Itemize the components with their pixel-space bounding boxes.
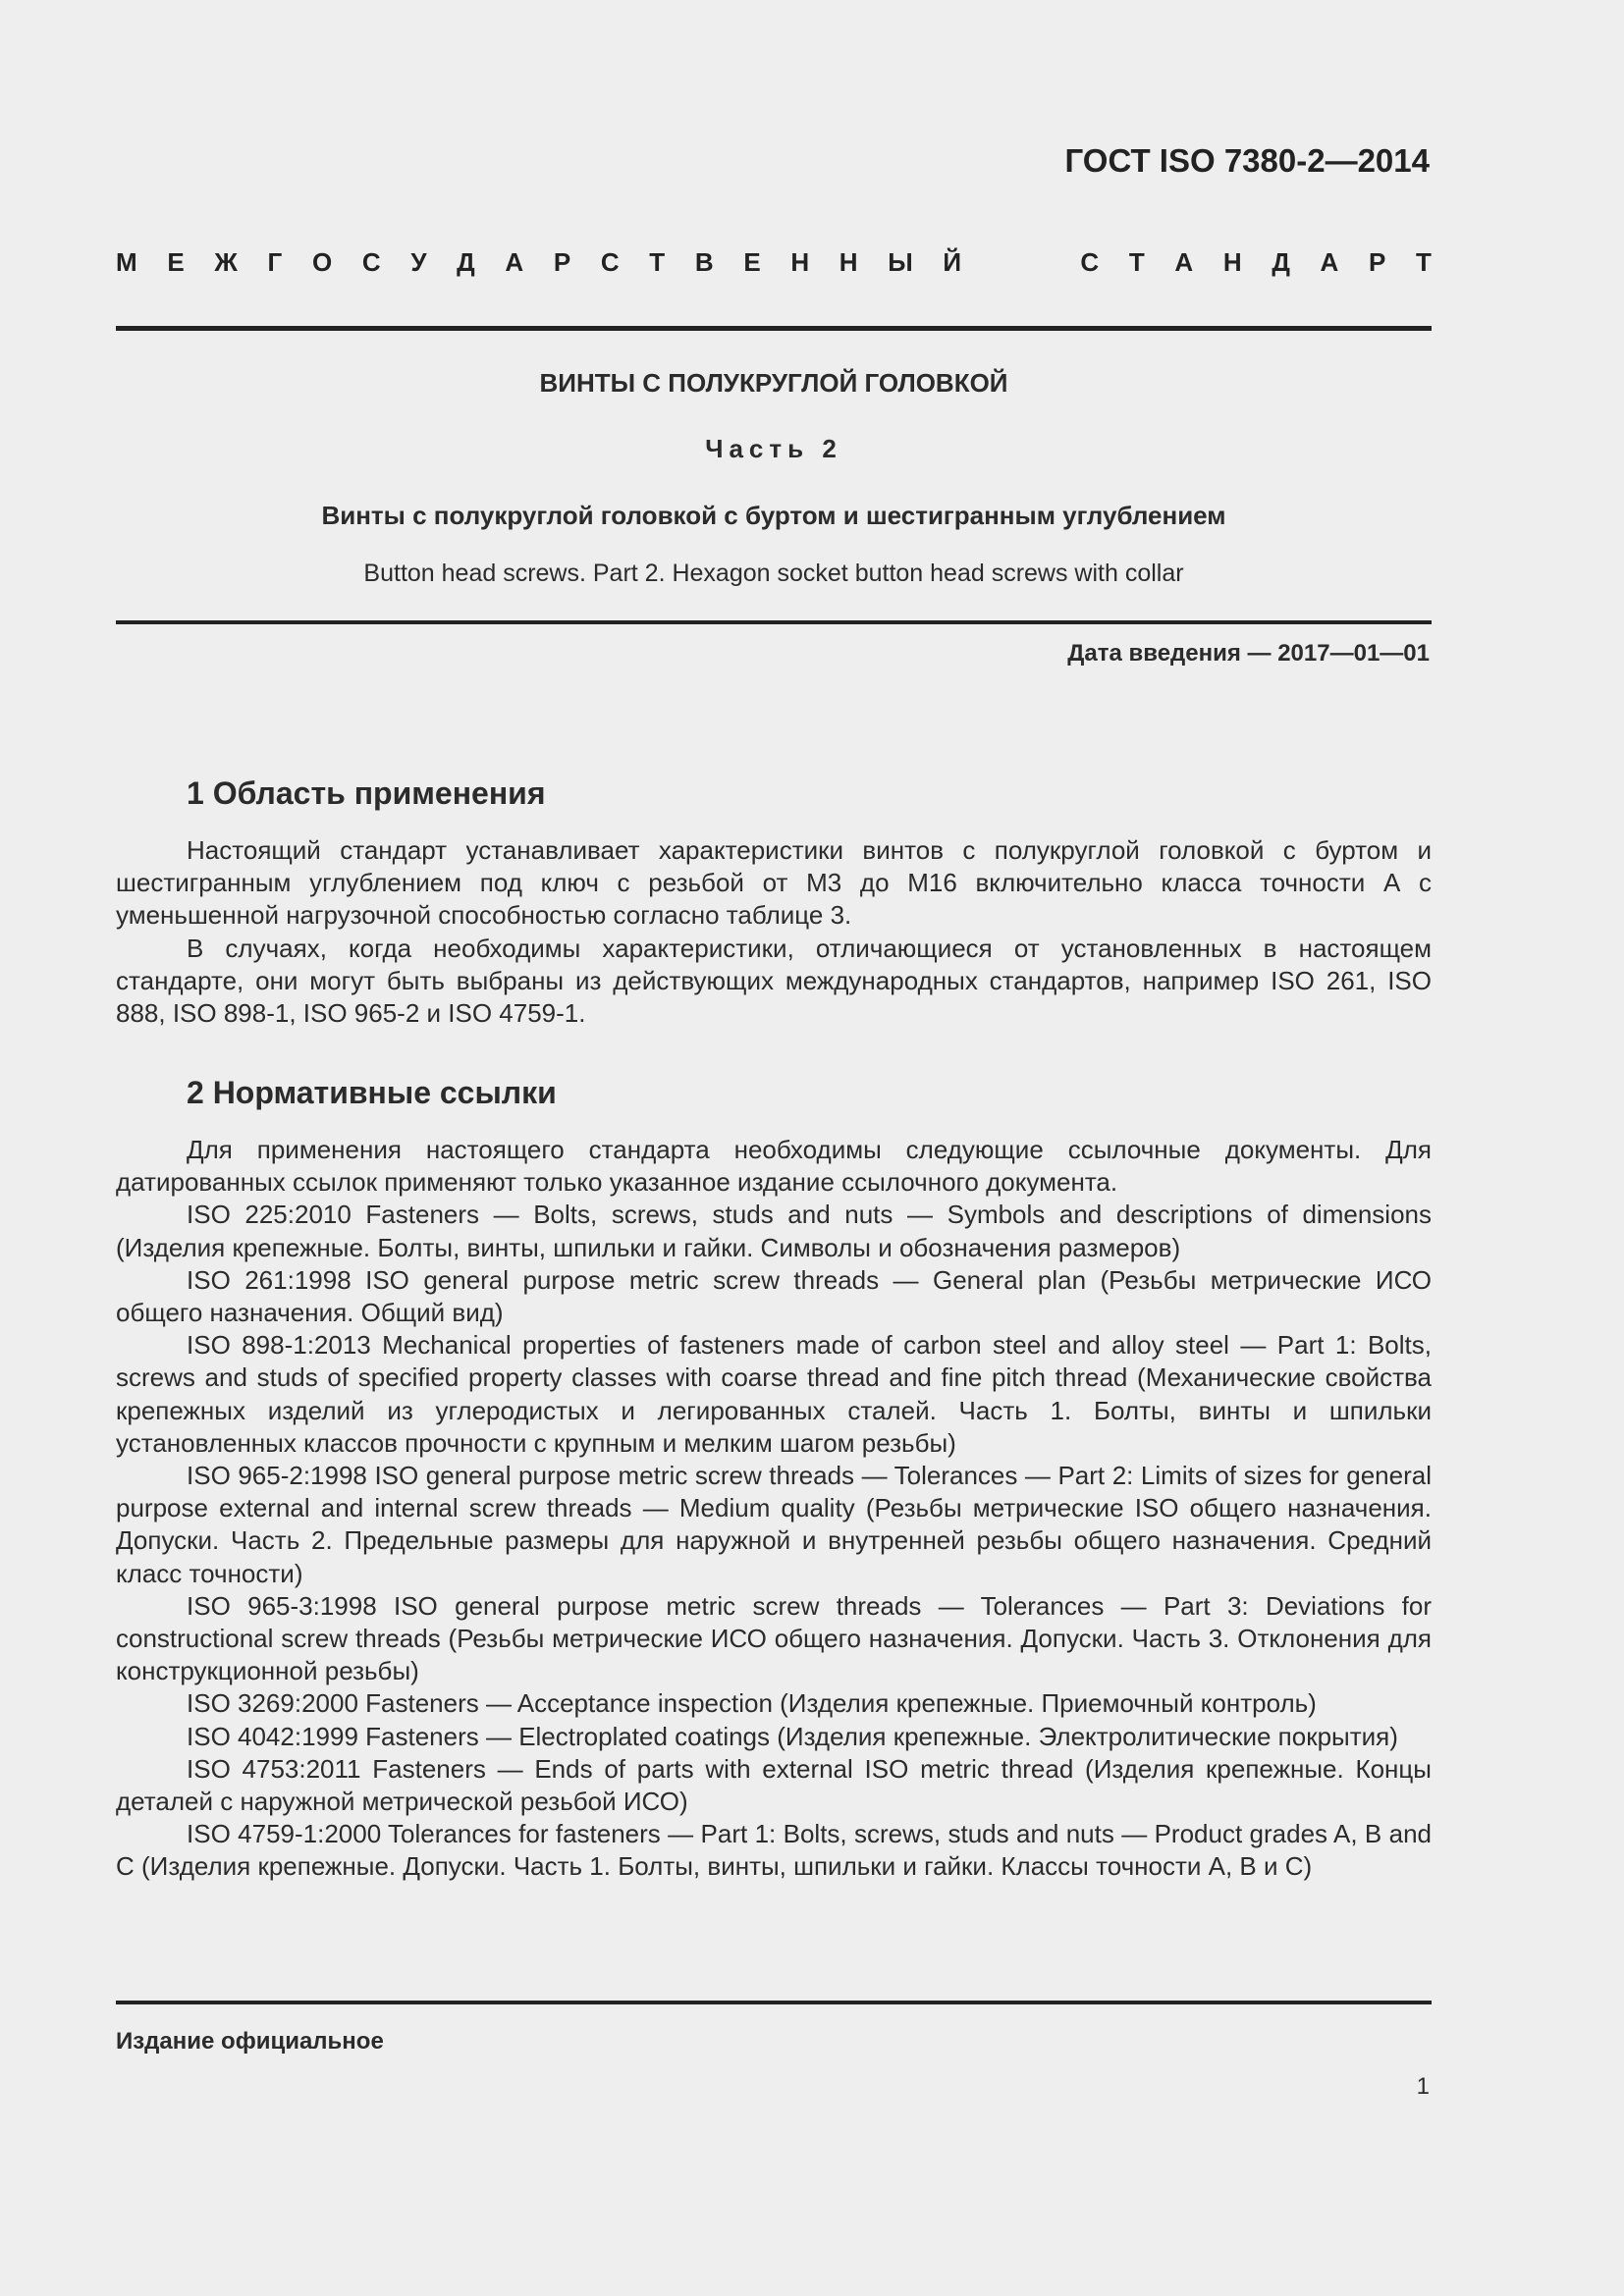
banner-letter: Р	[553, 247, 571, 277]
banner-letter: Е	[167, 247, 185, 277]
section-2-heading: 2 Нормативные ссылки	[187, 1075, 557, 1110]
reference-item: ISO 4042:1999 Fasteners — Electroplated coatings (Изделия крепежные. Электролитические покрытия)	[187, 1721, 1398, 1751]
banner-letter: Д	[457, 247, 475, 277]
banner-letter: Р	[1368, 247, 1386, 277]
paragraph: Для применения настоящего стандарта необходимы следующие ссылочные документы. Для датированных ссылок применяют только указанное издание ссылочного документа.	[116, 1135, 1432, 1198]
section-2-body	[116, 1134, 1432, 1884]
banner-letter: С	[600, 247, 620, 277]
reference-item: ISO 4753:2011 Fasteners — Ends of parts with external ISO metric thread (Изделия крепежные. Концы деталей с наружной метрической резьбой ИСО)	[116, 1753, 1432, 1817]
footer-divider	[116, 2001, 1432, 2004]
banner-letter: А	[1174, 247, 1194, 277]
banner-letter: М	[116, 247, 137, 277]
paragraph: В случаях, когда необходимы характеристики, отличающиеся от установленных в настоящем стандарте, они могут быть выбраны из действующих международных стандартов, например ISO 261, ISO 888, ISO 898-1, ISO 965-2 и ISO 4759-1.	[116, 933, 1432, 1029]
introduction-date: Дата введения — 2017—01—01	[1067, 640, 1430, 667]
banner-letter: О	[311, 247, 333, 277]
reference-item: ISO 4759-1:2000 Tolerances for fasteners — Part 1: Bolts, screws, studs and nuts — Product grades A, B and C (Изделия крепежные. Допуски. Часть 1. Болты, винты, шпильки и гайки. Классы точности А, В и С)	[116, 1819, 1432, 1882]
page-number: 1	[1416, 2073, 1430, 2100]
top-divider	[116, 326, 1432, 331]
document-subtitle: Винты с полукруглой головкой с буртом и шестигранным углублением	[321, 501, 1226, 530]
interstate-standard-banner	[116, 247, 1432, 278]
title-divider	[116, 620, 1432, 624]
banner-letter: А	[1320, 247, 1339, 277]
section-1-heading: 1 Область применения	[187, 775, 546, 811]
banner-letter: Ы	[888, 247, 913, 277]
standard-number: ГОСТ ISO 7380-2—2014	[1064, 142, 1430, 179]
banner-letter: Е	[743, 247, 761, 277]
official-edition-label: Издание официальное	[116, 2028, 384, 2055]
paragraph: Настоящий стандарт устанавливает характеристики винтов с полукруглой головкой с буртом и шестигранным углублением под ключ с резьбой от М3 до М16 включительно класса точности А с уменьшенной нагрузочной способностью согласно таблице 3.	[116, 835, 1432, 931]
reference-item: ISO 898-1:2013 Mechanical properties of fasteners made of carbon steel and alloy steel — Part 1: Bolts, screws and studs of specified property classes with coarse thread and fine pitch thread (Механические свойства крепежных изделий из углеродистых и легированных сталей. Часть 1. Болты, винты и шпильки установленных классов прочности с крупным и мелким шагом резьбы)	[116, 1330, 1432, 1458]
reference-item: ISO 965-2:1998 ISO general purpose metric screw threads — Tolerances — Part 2: Limits of sizes for general purpose external and internal screw threads — Medium quality (Резьбы метрические ISO общего назначения. Допуски. Часть 2. Предельные размеры для наружной и внутренней резьбы общего назначения. Средний класс точности)	[116, 1461, 1432, 1588]
reference-item: ISO 3269:2000 Fasteners — Acceptance inspection (Изделия крепежные. Приемочный контроль)	[187, 1688, 1317, 1719]
banner-letter: Н	[1222, 247, 1242, 277]
banner-letter: Т	[1128, 247, 1145, 277]
section-1-body	[116, 834, 1432, 1030]
banner-letter: Д	[1272, 247, 1290, 277]
reference-item: ISO 965-3:1998 ISO general purpose metric screw threads — Tolerances — Part 3: Deviations for constructional screw threads (Резьбы метрические ИСО общего назначения. Допуски. Часть 3. Отклонения для конструкционной резьбы)	[116, 1590, 1432, 1686]
banner-letter: Г	[267, 247, 283, 277]
banner-letter: С	[1080, 247, 1100, 277]
banner-letter: С	[361, 247, 381, 277]
banner-letter: Н	[790, 247, 810, 277]
english-title: Button head screws. Part 2. Hexagon socket button head screws with collar	[363, 560, 1184, 587]
banner-letter: У	[410, 247, 427, 277]
banner-letter: Ж	[214, 247, 238, 277]
reference-item: ISO 225:2010 Fasteners — Bolts, screws, studs and nuts — Symbols and descriptions of dimensions (Изделия крепежные. Болты, винты, шпильки и гайки. Символы и обозначения размеров)	[116, 1200, 1432, 1262]
banner-letter: Н	[839, 247, 858, 277]
banner-letter: А	[505, 247, 524, 277]
banner-letter: Т	[1416, 247, 1432, 277]
banner-letter: Т	[649, 247, 666, 277]
part-label: Часть 2	[705, 434, 842, 463]
document-title: ВИНТЫ С ПОЛУКРУГЛОЙ ГОЛОВКОЙ	[539, 368, 1008, 398]
banner-gap	[992, 247, 1051, 278]
banner-letter: В	[694, 247, 714, 277]
reference-item: ISO 261:1998 ISO general purpose metric screw threads — General plan (Резьбы метрические ИСО общего назначения. Общий вид)	[116, 1264, 1432, 1328]
banner-letter: Й	[943, 247, 962, 277]
